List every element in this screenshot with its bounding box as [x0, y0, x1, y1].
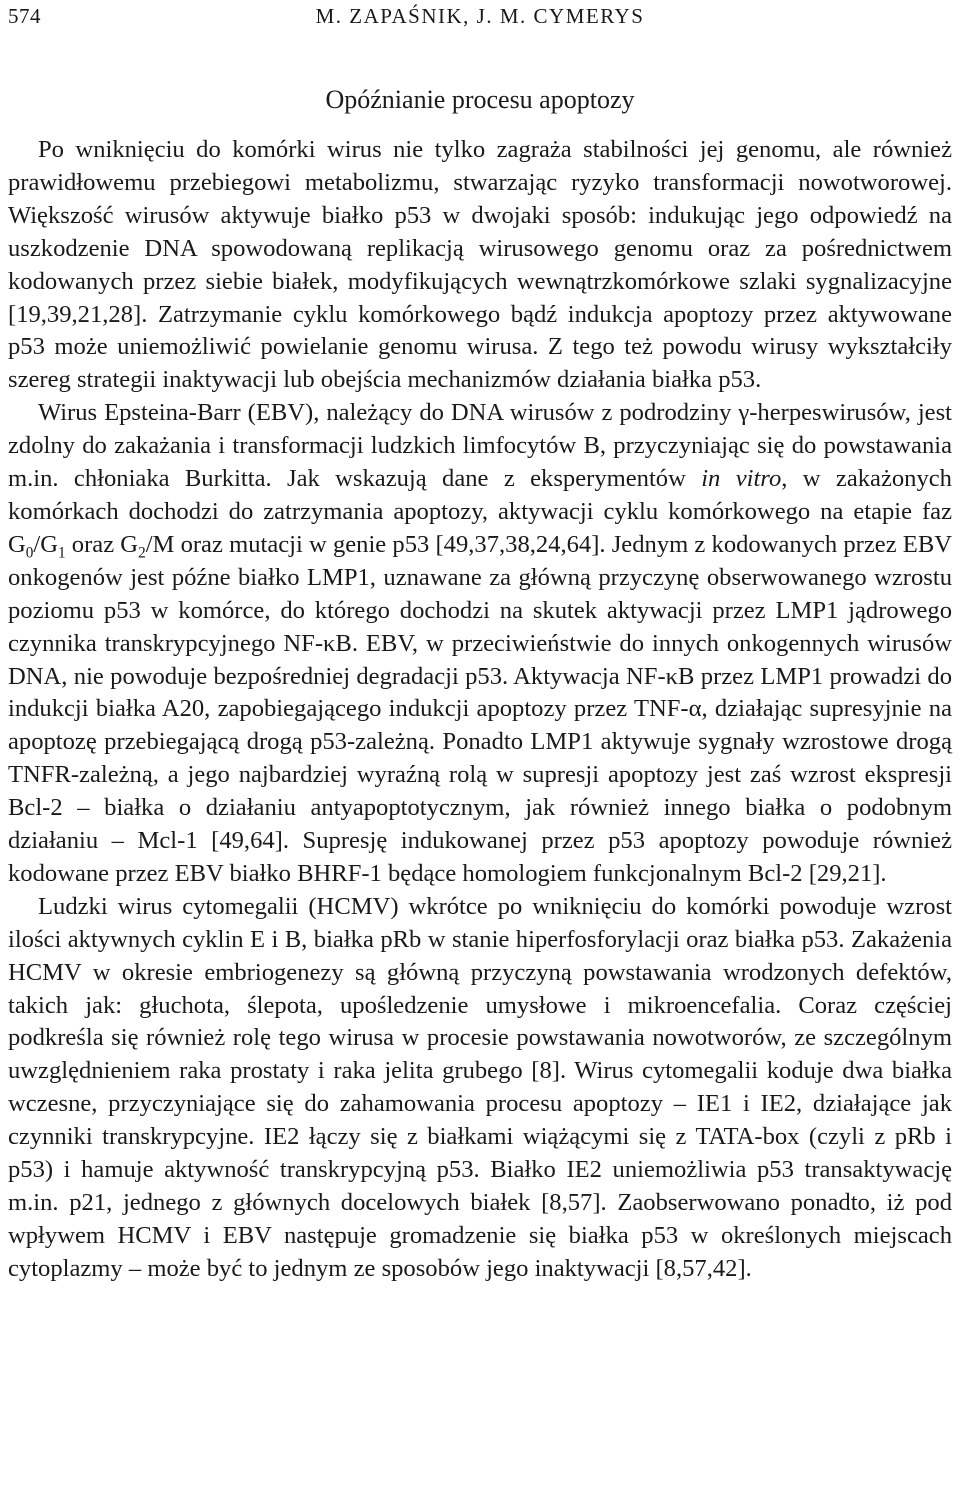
subscript-g1: 1 [57, 544, 66, 562]
ebv-text-part: oraz G [65, 530, 139, 558]
subscript-g2: 2 [138, 544, 146, 562]
body-text [8, 134, 952, 1286]
ebv-text-part: Wirus Epsteina-Barr (EBV), należący do DNA wirusów z podrodziny γ-herpeswirusów, jest zdolny do zakażania i transformacji ludzkich limfocytów B, przyczyniając się do powstawania m.in. chłoniaka Burkitta. Jak wskazują dane z eksperymentów [8, 399, 952, 493]
paragraph-ebv [8, 397, 952, 891]
ebv-text-part: , w zakażonych komórkach dochodzi do zatrzymania apoptozy, aktywacji cyklu komórkowego na etapie faz G [8, 465, 952, 558]
ebv-text-part: /M oraz mutacji w genie p53 [49,37,38,24,64]. Jednym z kodowanych przez EBV onkogenów jest późne białko LMP1, uznawane za główną przyczynę obserwowanego wzrostu poziomu p53 w komórce, do którego dochodzi na skutek aktywacji przez LMP1 jądrowego czynnika transkrypcyjnego NF-κB. EBV, w przeciwieństwie do innych onkogennych wirusów DNA, nie powoduje bezpośredniej degradacji p53. Aktywacja NF-κB przez LMP1 prowadzi do indukcji białka A20, zapobiegającego indukcji apoptozy przez TNF-α, działając supresyjnie na apoptozę przebiegającą drogą p53-zależną. Ponadto LMP1 aktywuje sygnały wzrostowe drogą TNFR-zależną, a jego najbardziej wyraźną rolą w supresji apoptozy jest zaś wzrost ekspresji Bcl-2 – białka o działaniu antyapoptotycznym, jak również innego białka o podobnym działaniu – Mcl-1 [49,64]. Supresję indukowanej przez p53 apoptozy powoduje również kodowane przez EBV białko BHRF-1 będące homologiem funkcjonalnym Bcl-2 [29,21]. [8, 530, 952, 887]
paragraph-p53-intro: Po wniknięciu do komórki wirus nie tylko zagraża stabilności jej genomu, ale również prawidłowemu przebiegowi metabolizmu, stwarzając ryzyko transformacji nowotworowej. Większość wirusów aktywuje białko p53 w dwojaki sposób: indukując jego odpowiedź na uszkodzenie DNA spowodowaną replikacją wirusowego genomu oraz za pośrednictwem kodowanych przez siebie białek, modyfikujących wewnątrzkomórkowe szlaki sygnalizacyjne [19,39,21,28]. Zatrzymanie cyklu komórkowego bądź indukcja apoptozy przez aktywowane p53 może uniemożliwić powielanie genomu wirusa. Z tego też powodu wirusy wykształciły szereg strategii inaktywacji lub obejścia mechanizmów działania białka p53. [8, 136, 952, 394]
subscript-g0: 0 [25, 544, 34, 562]
section-title: Opóźnianie procesu apoptozy [325, 85, 635, 114]
paragraph-hcmv: Ludzki wirus cytomegalii (HCMV) wkrótce po wniknięciu do komórki powoduje wzrost ilości aktywnych cyklin E i B, białka pRb w stanie hiperfosforylacji oraz białka p53. Zakażenia HCMV w okresie embriogenezy są główną przyczyną powstawania wrodzonych defektów, takich jak: głuchota, ślepota, upośledzenie umysłowe i mikroencefalia. Coraz częściej podkreśla się również rolę tego wirusa w procesie powstawania nowotworów, ze szczególnym uwzględnieniem raka prostaty i raka jelita grubego [8]. Wirus cytomegalii koduje dwa białka wczesne, przyczyniające się do zahamowania procesu apoptozy – IE1 i IE2, działające jak czynniki transkrypcyjne. IE2 łączy się z białkami wiążącymi się z TATA-box (czyli z pRb i p53) i hamuje aktywność transkrypcyjną p53. Białko IE2 uniemożliwia p53 transaktywację m.in. p21, jednego z głównych docelowych białek [8,57]. Zaobserwowano ponadto, iż pod wpływem HCMV i EBV następuje gromadzenie się białka p53 w określonych miejscach cytoplazmy – może być to jednym ze sposobów jego inaktywacji [8,57,42]. [8, 892, 952, 1282]
ebv-italic-in-vitro: in vitro [701, 465, 782, 493]
running-head [8, 4, 952, 34]
page-number: 574 [8, 4, 41, 28]
running-head-authors: M. ZAPAŚNIK, J. M. CYMERYS [315, 4, 645, 28]
ebv-text-part: /G [33, 530, 58, 558]
